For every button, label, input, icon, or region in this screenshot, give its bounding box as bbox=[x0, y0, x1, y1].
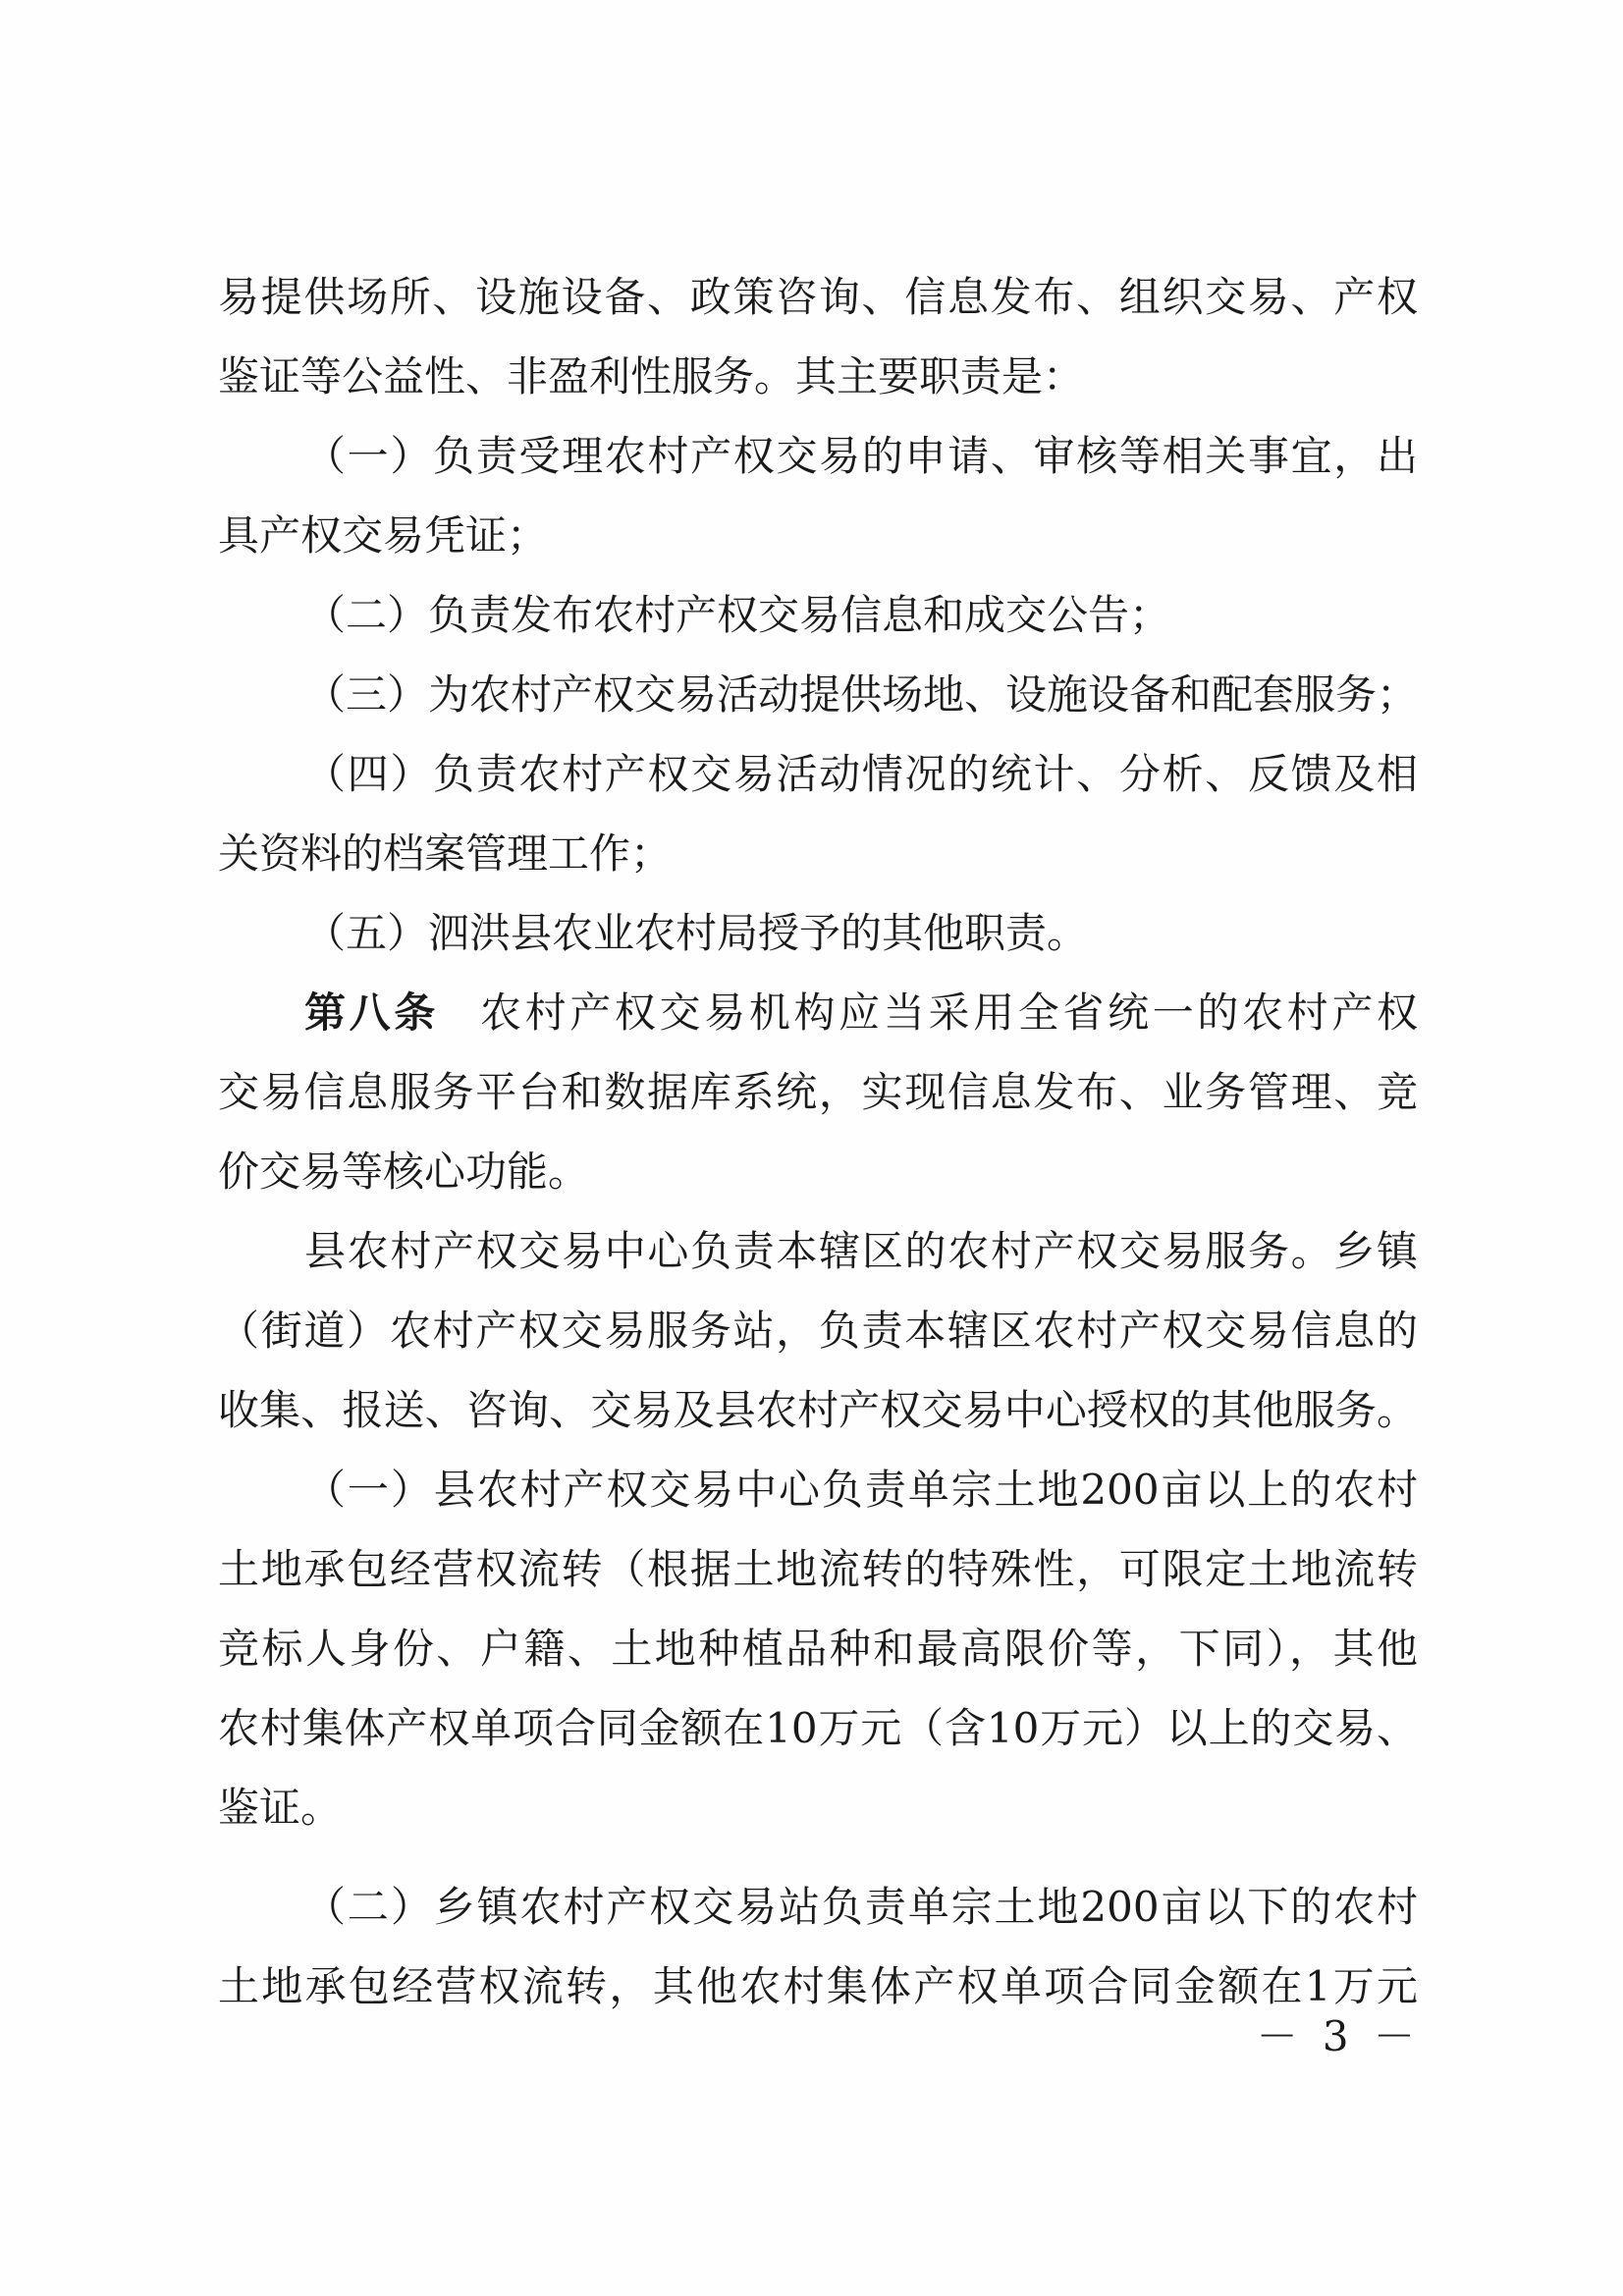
line-text: 土地承包经营权流转，其他农村集体产权单项合同金额在1万元 bbox=[218, 1962, 1418, 2010]
text-line bbox=[218, 1529, 1418, 1609]
line-text: （二）乡镇农村产权交易站负责单宗土地200亩以下的农村 bbox=[304, 1883, 1418, 1931]
line-text: 易提供场所、设施设备、政策咨询、信息发布、组织交易、产权 bbox=[218, 273, 1418, 321]
text-line bbox=[218, 655, 1418, 734]
text-line bbox=[218, 734, 1418, 814]
line-text: （一）负责受理农村产权交易的申请、审核等相关事宜，出 bbox=[304, 432, 1418, 480]
text-line bbox=[218, 416, 1418, 496]
text-line bbox=[218, 1211, 1418, 1291]
text-line bbox=[218, 814, 1418, 893]
text-line bbox=[218, 496, 1418, 575]
line-text: 鉴证等公益性、非盈利性服务。其主要职责是： bbox=[218, 352, 1085, 400]
text-line bbox=[218, 1291, 1418, 1370]
paragraph-gap bbox=[218, 1847, 1418, 1867]
line-text: 鉴证。 bbox=[218, 1784, 343, 1832]
text-line bbox=[218, 1052, 1418, 1132]
line-text: 土地承包经营权流转（根据土地流转的特殊性，可限定土地流转 bbox=[218, 1545, 1418, 1593]
document-body bbox=[218, 257, 1418, 2026]
line-text: （五）泗洪县农业农村局授予的其他职责。 bbox=[304, 909, 1089, 957]
line-text: 农村集体产权单项合同金额在10万元（含10万元）以上的交易、 bbox=[218, 1704, 1418, 1752]
line-text: 价交易等核心功能。 bbox=[218, 1148, 590, 1196]
text-line bbox=[218, 1947, 1418, 2026]
line-text: （三）为农村产权交易活动提供场地、设施设备和配套服务； bbox=[304, 670, 1418, 719]
line-text: 交易信息服务平台和数据库系统，实现信息发布、业务管理、竞 bbox=[218, 1068, 1418, 1116]
line-text: （四）负责农村产权交易活动情况的统计、分析、反馈及相 bbox=[304, 750, 1418, 798]
line-text: 具产权交易凭证； bbox=[218, 511, 549, 560]
article-heading: 第八条 bbox=[304, 988, 439, 1037]
text-line bbox=[218, 973, 1418, 1052]
text-line bbox=[218, 1370, 1418, 1450]
text-line bbox=[218, 1609, 1418, 1688]
text-line bbox=[218, 893, 1418, 973]
line-text: （一）县农村产权交易中心负责单宗土地200亩以上的农村 bbox=[304, 1466, 1418, 1514]
line-text: （二）负责发布农村产权交易信息和成交公告； bbox=[304, 591, 1171, 639]
text-line bbox=[218, 1867, 1418, 1947]
line-text: 竞标人身份、户籍、土地种植品种和最高限价等，下同），其他 bbox=[218, 1625, 1418, 1673]
text-line bbox=[218, 575, 1418, 655]
text-line bbox=[218, 337, 1418, 416]
line-text: 关资料的档案管理工作； bbox=[218, 829, 673, 878]
line-text: 收集、报送、咨询、交易及县农村产权交易中心授权的其他服务。 bbox=[218, 1386, 1418, 1434]
text-line bbox=[218, 1688, 1418, 1768]
line-text: （街道）农村产权交易服务站，负责本辖区农村产权交易信息的 bbox=[218, 1307, 1418, 1355]
line-text: 农村产权交易机构应当采用全省统一的农村产权 bbox=[479, 988, 1418, 1037]
text-line bbox=[218, 1450, 1418, 1529]
line-text: 县农村产权交易中心负责本辖区的农村产权交易服务。乡镇 bbox=[304, 1227, 1418, 1275]
text-line bbox=[218, 1132, 1418, 1211]
text-line bbox=[218, 1768, 1418, 1847]
text-line bbox=[218, 257, 1418, 337]
page-number: － 3 － bbox=[1256, 2012, 1421, 2060]
